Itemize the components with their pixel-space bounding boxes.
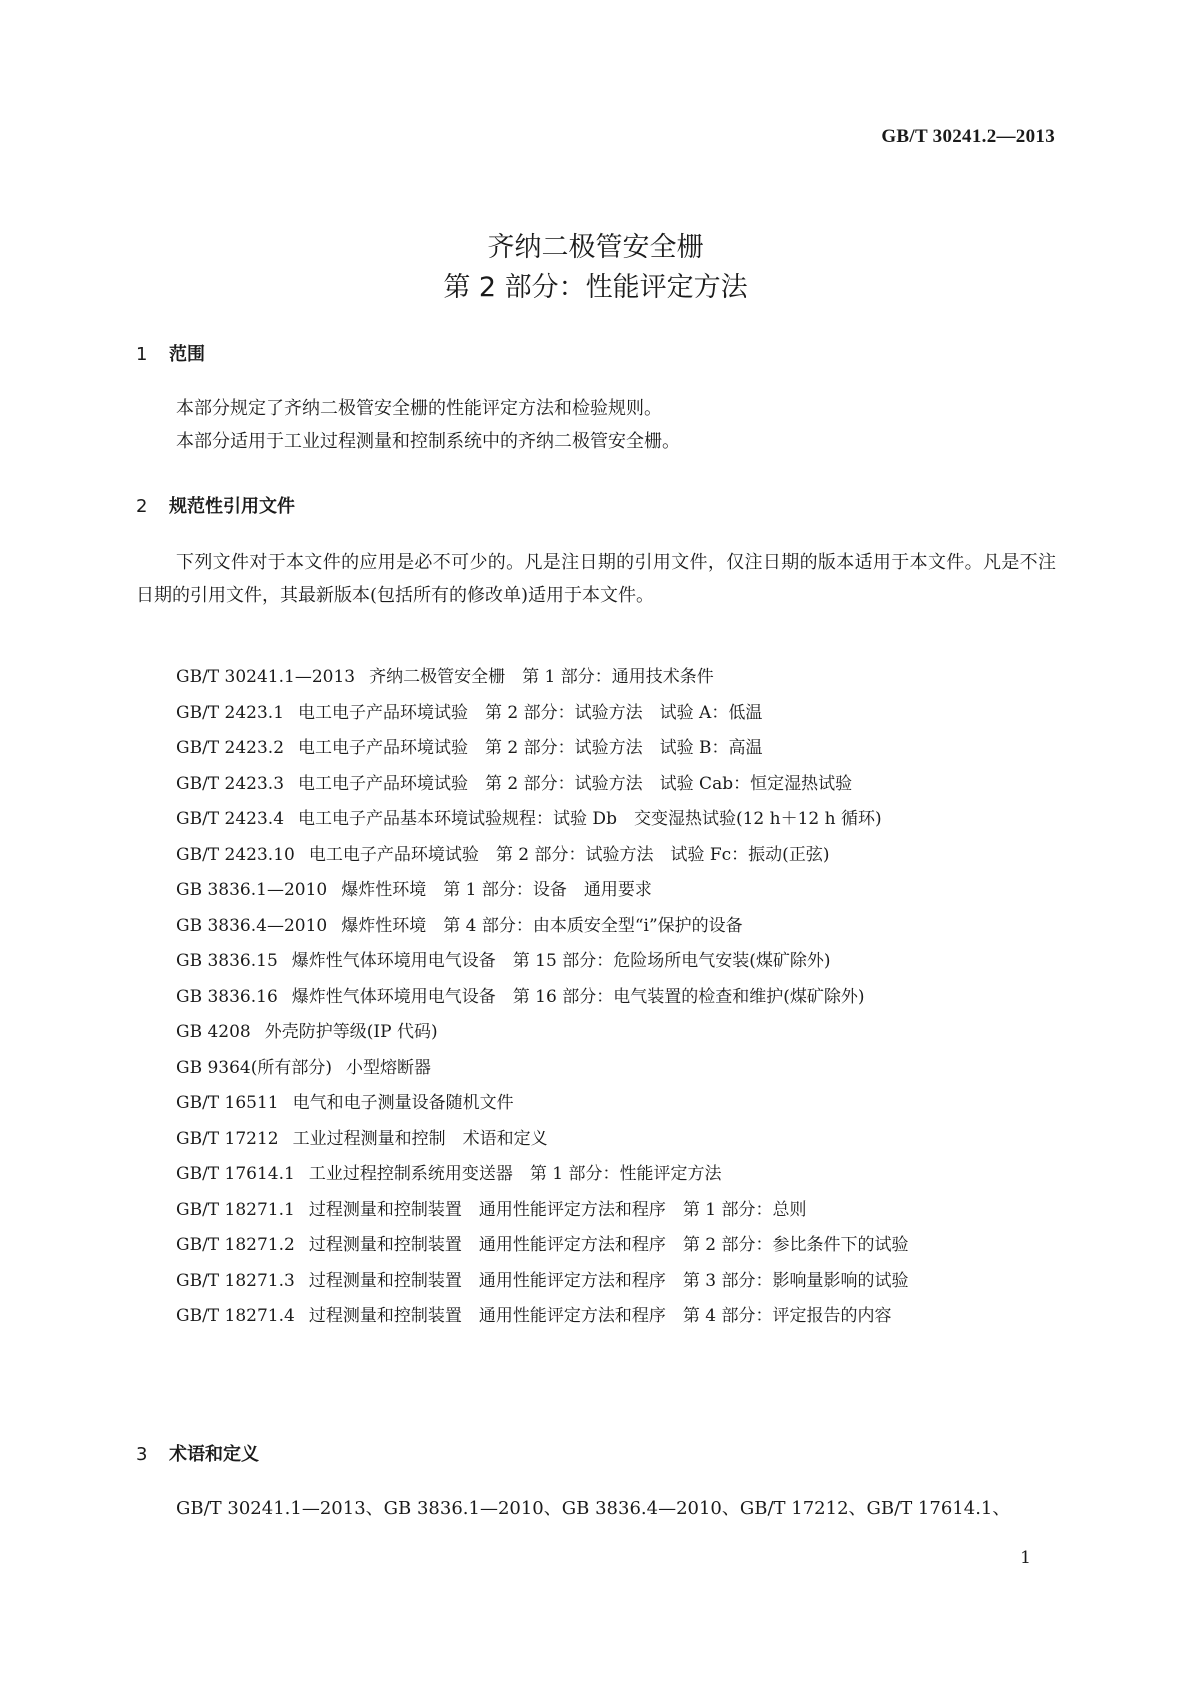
reference-item xyxy=(136,909,1056,945)
reference-title: 电工电子产品基本环境试验规程：试验 Db 交变湿热试验(12 h＋12 h 循环) xyxy=(298,809,882,829)
reference-title: 过程测量和控制装置 通用性能评定方法和程序 第 4 部分：评定报告的内容 xyxy=(308,1306,892,1326)
reference-code: GB/T 18271.4 xyxy=(176,1306,295,1326)
normative-reference-list xyxy=(136,660,1056,1335)
section-title: 范围 xyxy=(169,344,205,365)
section-1-paragraph-1: 本部分规定了齐纳二极管安全栅的性能评定方法和检验规则。 xyxy=(176,398,662,419)
reference-title: 电工电子产品环境试验 第 2 部分：试验方法 试验 B：高温 xyxy=(298,738,763,758)
reference-item xyxy=(136,1228,1056,1264)
reference-item xyxy=(136,944,1056,980)
section-3-paragraph-1: GB/T 30241.1—2013、GB 3836.1—2010、GB 3836.4—2010、GB/T 17212、GB/T 17614.1、 xyxy=(176,1498,1011,1519)
reference-item xyxy=(136,731,1056,767)
reference-item xyxy=(136,1015,1056,1051)
reference-code: GB 3836.15 xyxy=(176,951,278,971)
reference-item xyxy=(136,802,1056,838)
title-line-1: 齐纳二极管安全栅 xyxy=(487,232,704,263)
section-number: 1 xyxy=(136,344,148,365)
reference-title: 齐纳二极管安全栅 第 1 部分：通用技术条件 xyxy=(369,667,714,687)
reference-code: GB 4208 xyxy=(176,1022,251,1042)
reference-title: 外壳防护等级(IP 代码) xyxy=(264,1022,438,1042)
reference-title: 爆炸性环境 第 1 部分：设备 通用要求 xyxy=(341,880,652,900)
section-title: 术语和定义 xyxy=(169,1444,259,1465)
reference-title: 工业过程测量和控制 术语和定义 xyxy=(292,1128,548,1149)
reference-title: 过程测量和控制装置 通用性能评定方法和程序 第 2 部分：参比条件下的试验 xyxy=(308,1235,909,1255)
reference-code: GB/T 18271.3 xyxy=(176,1270,295,1291)
section-3-heading xyxy=(136,1440,259,1466)
reference-item xyxy=(136,1122,1056,1158)
reference-code: GB/T 16511 xyxy=(176,1093,279,1113)
reference-title: 爆炸性气体环境用电气设备 第 15 部分：危险场所电气安装(煤矿除外) xyxy=(291,951,831,971)
section-2-heading xyxy=(136,492,295,518)
section-title: 规范性引用文件 xyxy=(169,496,295,517)
reference-item xyxy=(136,1264,1056,1300)
reference-code: GB 3836.1—2010 xyxy=(176,880,328,900)
standard-code-header: GB/T 30241.2—2013 xyxy=(881,126,1055,147)
reference-title: 工业过程控制系统用变送器 第 1 部分：性能评定方法 xyxy=(308,1164,722,1184)
reference-title: 过程测量和控制装置 通用性能评定方法和程序 第 3 部分：影响量影响的试验 xyxy=(308,1270,909,1291)
section-number: 3 xyxy=(136,1444,148,1465)
reference-code: GB/T 30241.1—2013 xyxy=(176,667,356,687)
reference-item xyxy=(136,1157,1056,1193)
reference-title: 爆炸性环境 第 4 部分：由本质安全型“i”保护的设备 xyxy=(341,915,743,936)
reference-title: 电气和电子测量设备随机文件 xyxy=(292,1093,514,1113)
reference-code: GB 9364(所有部分) xyxy=(176,1057,333,1078)
reference-code: GB/T 2423.2 xyxy=(176,738,285,758)
section-number: 2 xyxy=(136,496,148,517)
title-line-2: 第 2 部分：性能评定方法 xyxy=(443,272,748,303)
reference-code: GB/T 17614.1 xyxy=(176,1164,295,1184)
reference-title: 爆炸性气体环境用电气设备 第 16 部分：电气装置的检查和维护(煤矿除外) xyxy=(291,986,865,1007)
reference-item xyxy=(136,980,1056,1016)
reference-item xyxy=(136,1193,1056,1229)
reference-item xyxy=(136,873,1056,909)
reference-item xyxy=(136,838,1056,874)
reference-code: GB 3836.4—2010 xyxy=(176,915,328,936)
reference-title: 过程测量和控制装置 通用性能评定方法和程序 第 1 部分：总则 xyxy=(308,1199,807,1220)
reference-code: GB/T 2423.4 xyxy=(176,809,285,829)
reference-item xyxy=(136,696,1056,732)
page-number: 1 xyxy=(1020,1548,1031,1568)
reference-code: GB/T 17212 xyxy=(176,1128,279,1149)
reference-title: 小型熔断器 xyxy=(346,1057,432,1078)
reference-item xyxy=(136,767,1056,803)
reference-title: 电工电子产品环境试验 第 2 部分：试验方法 试验 A：低温 xyxy=(298,702,763,723)
section-1-paragraph-2: 本部分适用于工业过程测量和控制系统中的齐纳二极管安全栅。 xyxy=(176,431,680,452)
reference-code: GB/T 2423.1 xyxy=(176,702,285,723)
reference-code: GB/T 18271.2 xyxy=(176,1235,295,1255)
reference-item xyxy=(136,660,1056,696)
reference-code: GB/T 18271.1 xyxy=(176,1199,295,1220)
reference-item xyxy=(136,1051,1056,1087)
reference-code: GB 3836.16 xyxy=(176,986,278,1007)
reference-title: 电工电子产品环境试验 第 2 部分：试验方法 试验 Cab：恒定湿热试验 xyxy=(298,773,853,794)
reference-item xyxy=(136,1086,1056,1122)
reference-item xyxy=(136,1299,1056,1335)
reference-code: GB/T 2423.10 xyxy=(176,844,295,865)
document-title xyxy=(0,228,1191,308)
reference-code: GB/T 2423.3 xyxy=(176,773,285,794)
section-1-heading xyxy=(136,340,205,366)
section-2-intro: 下列文件对于本文件的应用是必不可少的。凡是注日期的引用文件，仅注日期的版本适用于本文件。凡是不注日期的引用文件，其最新版本(包括所有的修改单)适用于本文件。 xyxy=(136,552,1056,606)
reference-title: 电工电子产品环境试验 第 2 部分：试验方法 试验 Fc：振动(正弦) xyxy=(308,844,830,865)
